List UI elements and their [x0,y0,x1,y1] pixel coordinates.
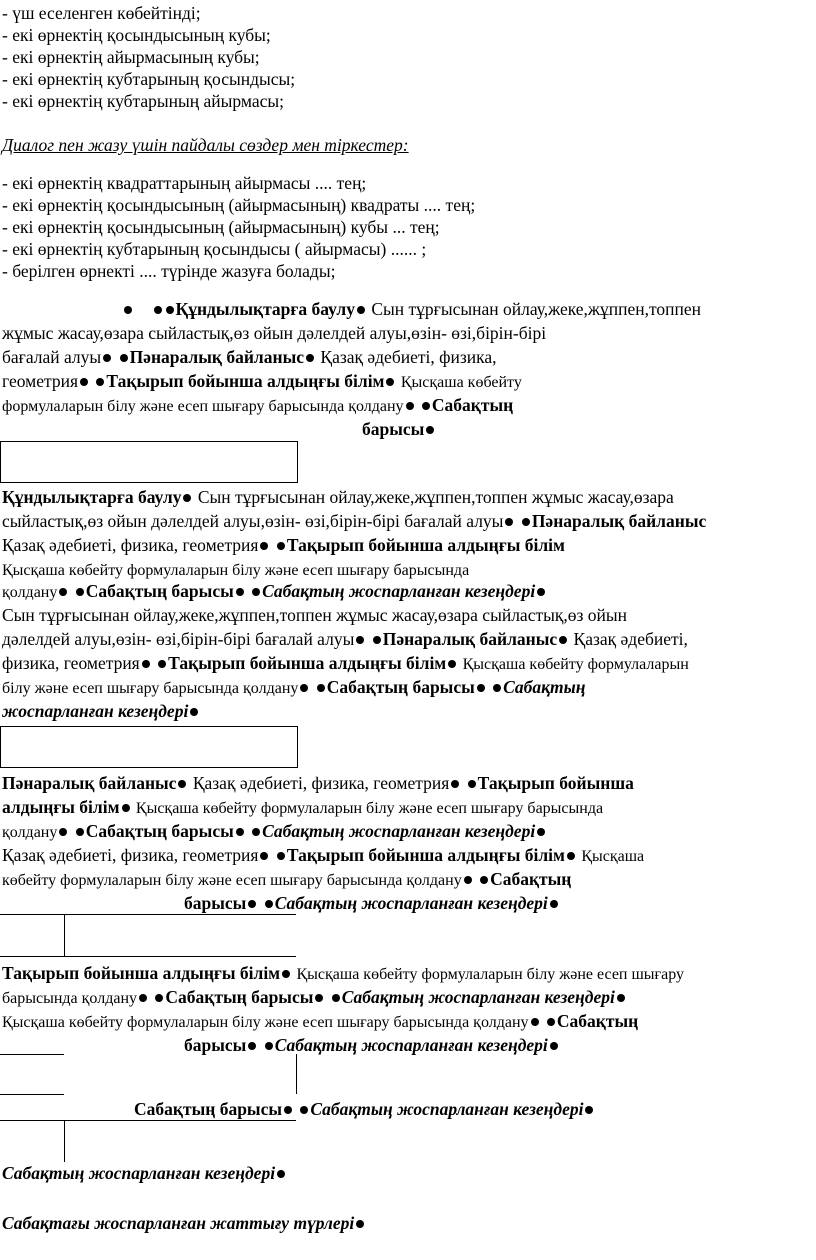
term-prior: Тақырып бойынша алдыңғы білім [106,371,385,391]
term-interdisc: Пәнаралық байланыс [129,347,305,367]
para3-line2: алдыңғы білім Қысқаша көбейту формулаларын білу және есеп шығару барысында [2,797,604,817]
bullet-icon [451,780,459,788]
bullet-icon [585,1106,593,1114]
list2-item: - екі өрнектің қосындысының (айырмасының) квадраты .... тең; [2,195,476,215]
stages-heading: Сабақтың жоспарланған кезеңдері [2,1162,287,1184]
exercises-heading: Сабақтағы жоспарланған жаттығу түрлері [2,1212,366,1234]
bullet-icon [550,900,558,908]
bullet-icon [248,900,256,908]
bullet-icon [59,828,67,836]
para5-line1: Сабақтың барысы Сабақтың жоспарланған кезеңдері [134,1098,595,1120]
para3-line3: қолдану Сабақтың барысы Сабақтың жоспарланған кезеңдері [2,820,547,844]
bullet-icon [142,660,150,668]
bullet-icon [190,708,198,716]
para4-line1: Тақырып бойынша алдыңғы білім Қысқаша көбейту формулаларын білу және есеп шығару [2,963,684,983]
para2-line2: сыйластық,өз ойын дәлелдей алуы,өзін- өзі,бірін-бірі бағалай алуы Пәнаралық байланыс [2,511,707,531]
bullet-icon [505,518,513,526]
bullet-icon [522,518,530,526]
bullet-icon [550,1042,558,1050]
bullet-icon [468,780,476,788]
list1-item: - екі өрнектің айырмасының кубы; [2,47,260,67]
para2-line5: қолдану Сабақтың барысы Сабақтың жоспарланған кезеңдері [2,580,547,604]
bullet-icon [567,852,575,860]
list1-item: - екі өрнектің кубтарының қосындысы; [2,69,296,89]
bullet-icon [406,402,414,410]
term-lesson: Сабақтың [431,395,514,415]
bullet-icon [252,588,260,596]
bullet-icon [617,994,625,1002]
para1-line2: жұмыс жасау,өзара сыйластық,өз ойын дәлелдей алуы,өзін- өзі,бірін-бірі [2,323,547,343]
table-cell [0,441,298,483]
bullet-icon [284,1106,292,1114]
para2-line9: білу және есеп шығару барысында қолдану Сабақтың барысы Сабақтың [2,677,586,697]
para1-line4: геометрия Тақырып бойынша алдыңғы білім Қысқаша көбейту [2,371,522,391]
bullet-icon [166,306,174,314]
list2-item: - берілген өрнекті .... түрінде жазуға болады; [2,261,336,281]
list1-item: - екі өрнектің кубтарының айырмасы; [2,91,285,111]
bullet-icon [559,636,567,644]
bullet-icon [96,378,104,386]
bullet-icon [537,828,545,836]
bullet-icon [300,1106,308,1114]
bullet-icon [373,636,381,644]
bullet-icon [537,588,545,596]
table-line [0,956,296,957]
list2-item: - екі өрнектің қосындысының (айырмасының) кубы ... тең; [2,217,440,237]
list2-item: - екі өрнектің квадраттарының айырмасы .... тең; [2,173,367,193]
para1-line3: бағалай алуы Пәнаралық байланыс Қазақ әдебиеті, физика, [2,347,497,367]
bullet-icon [531,1018,539,1026]
bullet-icon [158,660,166,668]
bullet-icon [315,994,323,1002]
table-line [0,1120,296,1121]
bullet-icon [122,804,130,812]
bullet-icon [76,588,84,596]
para1-line1 [122,298,701,320]
bullet-icon [80,378,88,386]
bullet-icon [356,1220,364,1228]
bullet-icon [76,828,84,836]
bullet-icon [248,1042,256,1050]
bullet-icon [155,994,163,1002]
values-desc: Сын тұрғысынан ойлау,жеке,жұппен,топпен [371,299,702,319]
bullet-icon [317,684,325,692]
bullet-icon [448,660,456,668]
table-line [64,914,65,956]
bullet-icon [386,378,394,386]
bullet-icon [300,684,308,692]
bullet-icon [477,684,485,692]
para2-line10: жоспарланған кезеңдері [2,700,200,722]
bullet-icon [120,354,128,362]
para3-line1: Пәнаралық байланыс Қазақ әдебиеті, физика, геометрия Тақырып бойынша [2,773,634,793]
table-line [0,1094,64,1095]
term-values: Құндылықтарға баулу [175,299,355,319]
bullet-icon [252,828,260,836]
bullet-icon [103,354,111,362]
bullet-icon [260,542,268,550]
bullet-icon [183,494,191,502]
bullet-icon [356,636,364,644]
para3-line6: барысы Сабақтың жоспарланған кезеңдері [184,892,560,914]
bullet-icon [154,306,162,314]
para2-line3: Қазақ әдебиеті, физика, геометрия Тақырып бойынша алдыңғы білім [2,535,565,555]
bullet-icon [236,828,244,836]
para4-line3: Қысқаша көбейту формулаларын білу және есеп шығару барысында қолдану Сабақтың [2,1011,639,1031]
table-line [64,1120,65,1162]
bullet-icon [277,542,285,550]
list1-item: - екі өрнектің қосындысының кубы; [2,25,271,45]
table-cell [0,726,298,768]
bullet-icon [464,876,472,884]
list1-item: - үш еселенген көбейтінді; [2,3,201,23]
para2-line7: дәлелдей алуы,өзін- өзі,бірін-бірі бағалай алуы Пәнаралық байланыс Қазақ әдебиеті, [2,629,688,649]
bullet-icon [59,588,67,596]
bullet-icon [426,426,434,434]
table-line [0,914,296,915]
bullet-icon [260,852,268,860]
bullet-icon [493,684,501,692]
table-line [0,1054,64,1055]
bullet-icon [547,1018,555,1026]
para2-line6: Сын тұрғысынан ойлау,жеке,жұппен,топпен жұмыс жасау,өзара сыйластық,өз ойын [2,605,628,625]
bullet-icon [282,970,290,978]
bullet-icon [277,852,285,860]
table-line [296,1054,297,1094]
dialog-heading: Диалог пен жазу үшін пайдалы сөздер мен тіркестер: [2,135,409,155]
bullet-icon [124,306,132,314]
para2-line4: Қысқаша көбейту формулаларын білу және есеп шығару барысында [2,562,470,579]
bullet-icon [480,876,488,884]
para2-line1: Құндылықтарға баулу Сын тұрғысынан ойлау,жеке,жұппен,топпен жұмыс жасау,өзара [2,487,674,507]
bullet-icon [265,900,273,908]
bullet-icon [139,994,147,1002]
para4-line4: барысы Сабақтың жоспарланған кезеңдері [184,1034,560,1056]
para1-line5: формулаларын білу және есеп шығару барысында қолдану Сабақтың [2,395,514,415]
bullet-icon [332,994,340,1002]
para2-line8: физика, геометрия Тақырып бойынша алдыңғы білім Қысқаша көбейту формулаларын [2,653,689,673]
bullet-icon [265,1042,273,1050]
list2-item: - екі өрнектің кубтарының қосындысы ( айырмасы) ...... ; [2,239,427,259]
bullet-icon [236,588,244,596]
bullet-icon [277,1170,285,1178]
bullet-icon [306,354,314,362]
para3-line4: Қазақ әдебиеті, физика, геометрия Тақырып бойынша алдыңғы білім Қысқаша [2,845,645,865]
para4-line2: барысында қолдану Сабақтың барысы Сабақтың жоспарланған кезеңдері [2,986,627,1010]
para3-line5: көбейту формулаларын білу және есеп шығару барысында қолдану Сабақтың [2,869,572,889]
bullet-icon [357,306,365,314]
bullet-icon [178,780,186,788]
para1-line6: барысы [362,418,436,440]
bullet-icon [422,402,430,410]
